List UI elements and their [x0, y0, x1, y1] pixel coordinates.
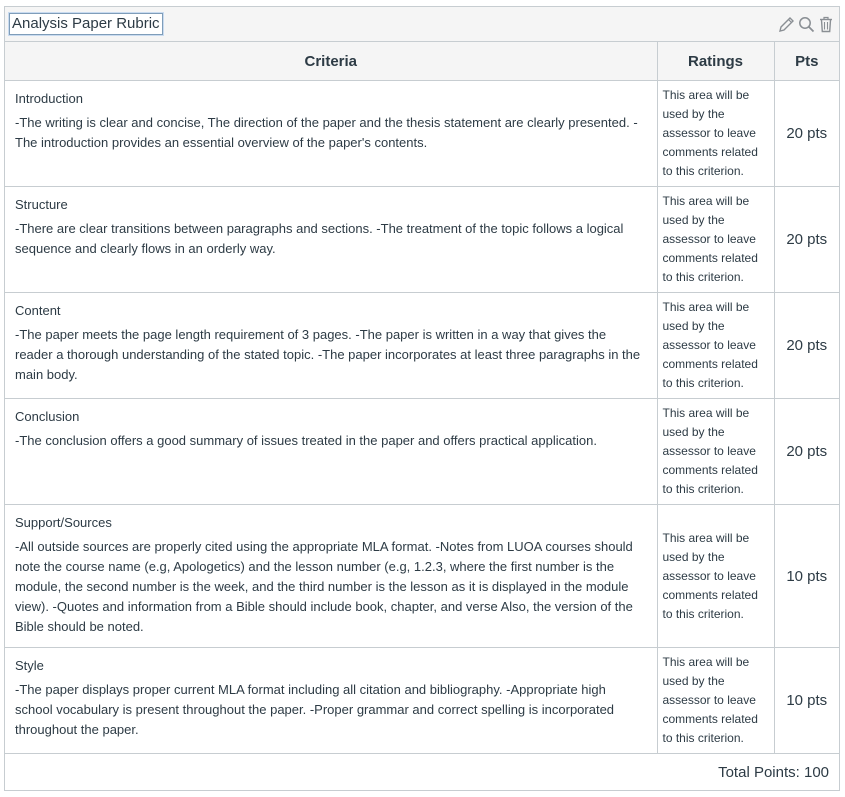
rubric-container — [4, 6, 840, 791]
rating-note: This area will be used by the assessor to leave comments related to this criterion. — [657, 648, 774, 754]
criterion-points: 20 pts — [774, 293, 839, 399]
criterion-description: -There are clear transitions between paragraphs and sections. -The treatment of the topic follows a logical sequence and clearly flows in an orderly way. — [15, 221, 624, 256]
criterion-points: 10 pts — [774, 648, 839, 754]
criterion-cell — [5, 81, 657, 187]
rubric-title[interactable]: Analysis Paper Rubric — [9, 13, 163, 35]
criterion-description: -The paper displays proper current MLA format including all citation and bibliography. -Appropriate high school vocabulary is present throughout the paper. -Proper grammar and correct spelling is incorporated throughout the paper. — [15, 682, 615, 737]
rating-note: This area will be used by the assessor to leave comments related to this criterion. — [657, 399, 774, 505]
pencil-icon — [778, 16, 795, 33]
criterion-cell — [5, 293, 657, 399]
criterion-name: Structure — [15, 197, 68, 212]
pts-header: Pts — [774, 42, 839, 81]
criterion-name: Content — [15, 303, 61, 318]
criterion-description: -The paper meets the page length requirement of 3 pages. -The paper is written in a way that gives the reader a thorough understanding of the stated topic. -The paper incorporates at least three paragraphs in the main body. — [15, 327, 641, 382]
criterion-description: -All outside sources are properly cited using the appropriate MLA format. -Notes from LUOA courses should note the course name (e.g, Apologetics) and the lesson number (e.g, 1.2.3, where the first number is the module, the second number is the week, and the third number is the lesson as it is displayed in the module view). -Quotes and information from a Bible should include book, chapter, and verse Also, the version of the Bible should be noted. — [15, 539, 633, 634]
criterion-name: Support/Sources — [15, 515, 112, 530]
criterion-cell — [5, 505, 657, 648]
criterion-cell — [5, 187, 657, 293]
rating-note: This area will be used by the assessor to leave comments related to this criterion. — [657, 81, 774, 187]
table-header-row — [5, 42, 839, 81]
criterion-description: -The conclusion offers a good summary of issues treated in the paper and offers practical application. — [15, 433, 597, 448]
total-points: Total Points: 100 — [718, 764, 829, 781]
criterion-points: 20 pts — [774, 187, 839, 293]
edit-rubric-button[interactable] — [777, 14, 795, 34]
ratings-header: Ratings — [657, 42, 774, 81]
table-row — [5, 505, 839, 648]
search-icon — [798, 16, 815, 33]
search-rubric-button[interactable] — [797, 14, 815, 34]
criterion-description: -The writing is clear and concise, The direction of the paper and the thesis statement are clearly presented. -The introduction provides an essential overview of the paper's contents. — [15, 115, 638, 150]
criterion-points: 20 pts — [774, 81, 839, 187]
rubric-title-bar — [5, 7, 839, 42]
criteria-header: Criteria — [5, 42, 657, 81]
criterion-points: 20 pts — [774, 399, 839, 505]
criterion-name: Conclusion — [15, 409, 80, 424]
criterion-cell — [5, 399, 657, 505]
rating-note: This area will be used by the assessor to leave comments related to this criterion. — [657, 505, 774, 648]
table-row — [5, 187, 839, 293]
rubric-table — [5, 42, 839, 754]
criterion-cell — [5, 648, 657, 754]
criterion-name: Style — [15, 658, 44, 673]
rating-note: This area will be used by the assessor to leave comments related to this criterion. — [657, 293, 774, 399]
rubric-toolbar — [777, 13, 835, 35]
table-row — [5, 648, 839, 754]
trash-icon — [818, 16, 834, 33]
table-row — [5, 293, 839, 399]
table-row — [5, 81, 839, 187]
rating-note: This area will be used by the assessor to leave comments related to this criterion. — [657, 187, 774, 293]
criterion-points: 10 pts — [774, 505, 839, 648]
delete-rubric-button[interactable] — [817, 14, 835, 34]
table-row — [5, 399, 839, 505]
criterion-name: Introduction — [15, 91, 83, 106]
